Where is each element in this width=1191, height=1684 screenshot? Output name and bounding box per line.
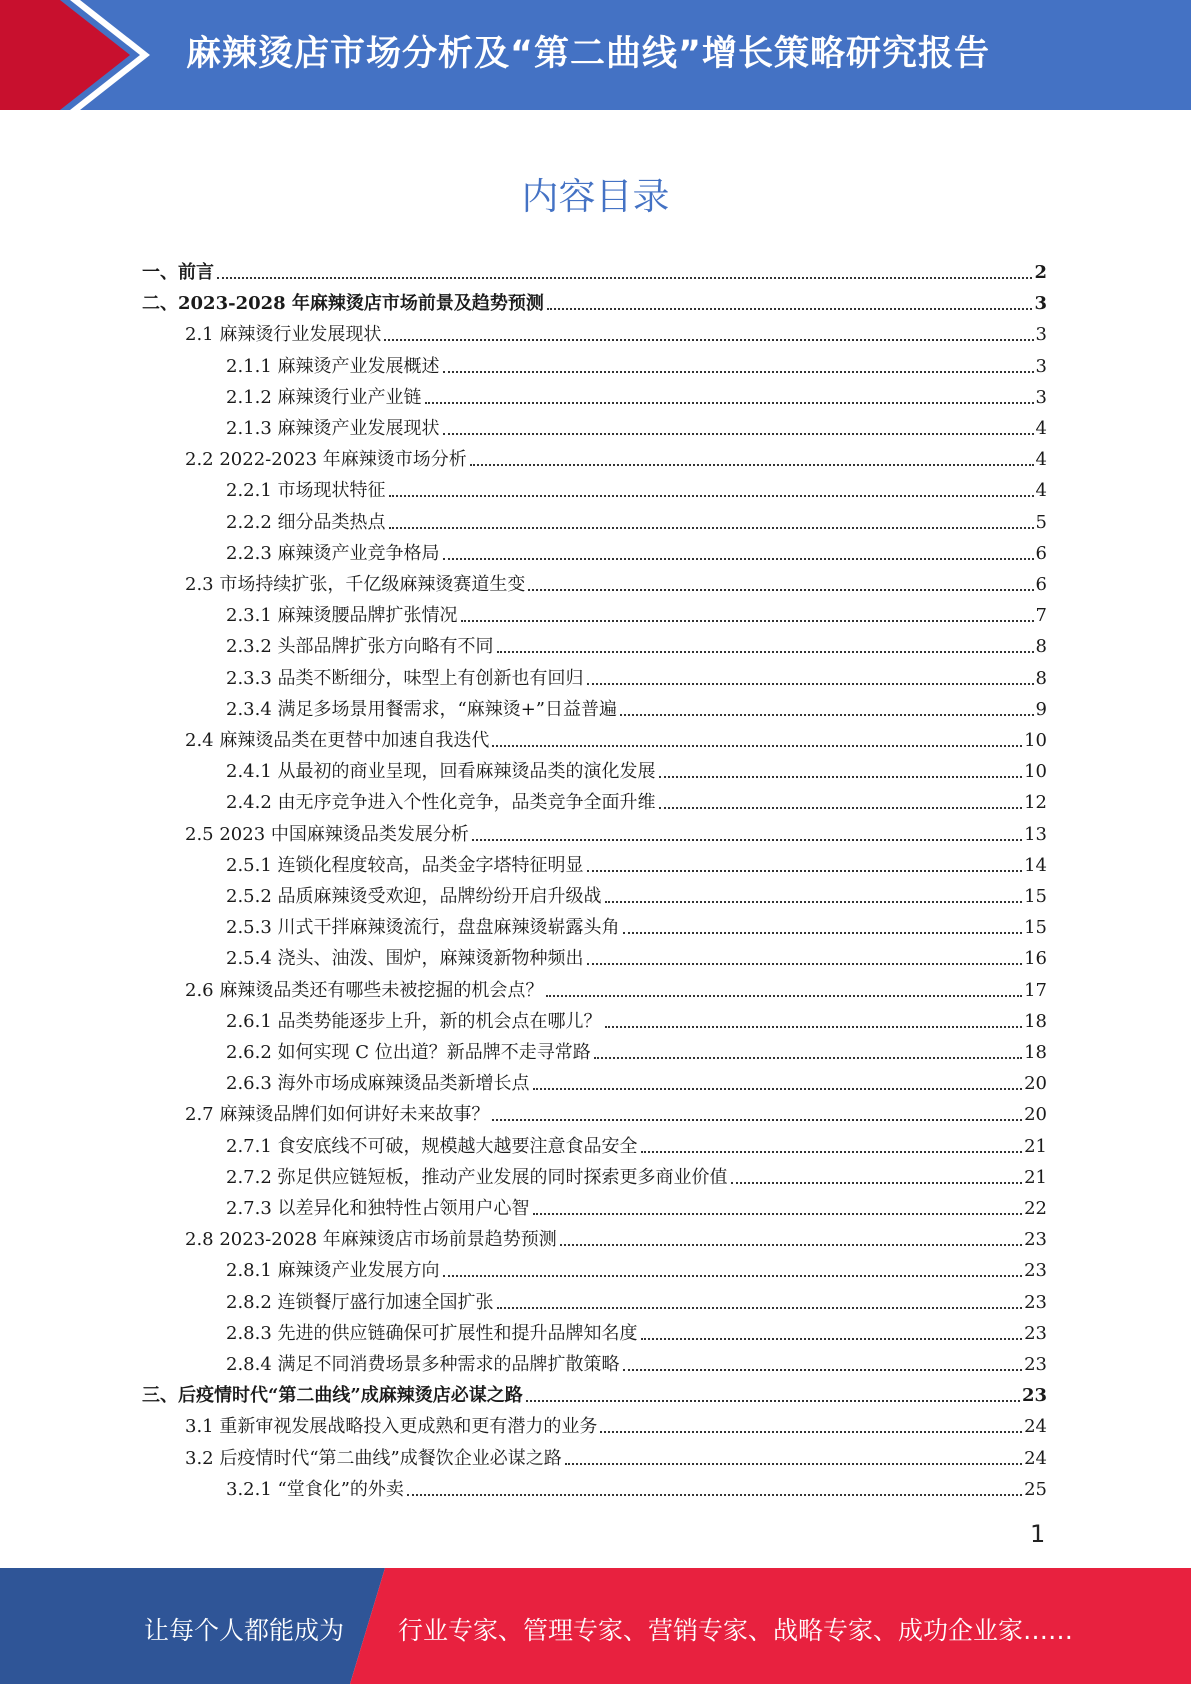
toc-entry-page: 16 — [1024, 948, 1047, 970]
toc-entry[interactable] — [226, 752, 1047, 783]
toc-leader-dots — [528, 589, 1033, 591]
toc-leader-dots — [497, 1307, 1023, 1309]
toc-entry-label: 2.2.3 麻辣烫产业竞争格局 — [226, 542, 440, 564]
toc-entry[interactable] — [142, 284, 1047, 315]
toc-leader-dots — [443, 433, 1034, 435]
toc-leader-dots — [526, 1400, 1020, 1402]
toc-entry-label: 2.3.1 麻辣烫腰品牌扩张情况 — [226, 605, 458, 627]
report-title: 麻辣烫店市场分析及“第二曲线”增长策略研究报告 — [186, 34, 991, 74]
toc-leader-dots — [641, 1338, 1023, 1340]
toc-entry-page: 12 — [1024, 792, 1047, 814]
toc-entry-label: 2.8.4 满足不同消费场景多种需求的品牌扩散策略 — [226, 1354, 620, 1375]
toc-entry[interactable] — [226, 659, 1047, 690]
toc-entry-page: 3 — [1035, 324, 1047, 346]
toc-entry-label: 一、前言 — [142, 262, 214, 283]
toc-entry[interactable] — [185, 1439, 1047, 1470]
toc-entry[interactable] — [226, 409, 1047, 440]
toc-leader-dots — [600, 1431, 1022, 1433]
toc-entry[interactable] — [226, 939, 1047, 970]
toc-entry[interactable] — [226, 534, 1047, 565]
toc-entry[interactable] — [226, 1470, 1047, 1501]
toc-entry-page: 9 — [1035, 698, 1047, 720]
toc-entry-page: 4 — [1035, 480, 1047, 502]
toc-entry-page: 25 — [1024, 1478, 1047, 1500]
toc-entry-label: 2.2.1 市场现状特征 — [226, 480, 386, 502]
toc-leader-dots — [623, 932, 1023, 934]
toc-leader-dots — [605, 1026, 1023, 1028]
toc-entry-page: 8 — [1035, 667, 1047, 689]
toc-entry-page: 17 — [1024, 979, 1047, 1001]
toc-leader-dots — [641, 1151, 1023, 1153]
toc-entry-page: 3 — [1035, 355, 1047, 377]
toc-leader-dots — [594, 1057, 1022, 1059]
toc-entry-label: 2.3.2 头部品牌扩张方向略有不同 — [226, 636, 494, 658]
toc-entry-page: 13 — [1024, 823, 1047, 845]
toc-entry-page: 8 — [1035, 636, 1047, 658]
toc-leader-dots — [623, 1369, 1023, 1371]
toc-entry-page: 4 — [1035, 418, 1047, 439]
toc-leader-dots — [384, 339, 1033, 341]
toc-leader-dots — [443, 1275, 1023, 1277]
toc-entry-page: 23 — [1021, 1385, 1047, 1407]
toc-entry-label: 2.7.1 食安底线不可破，规模越大越要注意食品安全 — [226, 1135, 638, 1157]
toc-entry-label: 2.3.3 品类不断细分，味型上有创新也有回归 — [226, 667, 584, 689]
toc-leader-dots — [470, 464, 1034, 466]
toc-entry-label: 2.7.3 以差异化和独特性占领用户心智 — [226, 1198, 530, 1219]
toc-entry[interactable] — [226, 1127, 1047, 1158]
footer-slogan-left: 让每个人都能成为 — [144, 1616, 345, 1645]
toc-entry[interactable] — [185, 1095, 1047, 1126]
toc-leader-dots — [546, 995, 1022, 997]
toc-entry-label: 三、后疫情时代“第二曲线”成麻辣烫店必谋之路 — [142, 1385, 523, 1407]
toc-entry-label: 2.2.2 细分品类热点 — [226, 511, 386, 533]
toc-entry-label: 2.4 麻辣烫品类在更替中加速自我迭代 — [185, 730, 490, 751]
toc-entry-label: 3.2 后疫情时代“第二曲线”成餐饮企业必谋之路 — [185, 1447, 562, 1469]
toc-leader-dots — [492, 1119, 1022, 1121]
toc-entry[interactable] — [226, 1158, 1047, 1189]
header-red-arrow — [0, 0, 150, 110]
toc-entry[interactable] — [226, 378, 1047, 409]
toc-entry-page: 23 — [1024, 1354, 1047, 1375]
toc-entry-label: 2.3.4 满足多场景用餐需求，“麻辣烫+”日益普遍 — [226, 698, 618, 720]
toc-entry-label: 3.2.1 “堂食化”的外卖 — [226, 1478, 404, 1500]
toc-entry-label: 二、2023-2028 年麻辣烫店市场前景及趋势预测 — [142, 293, 544, 315]
toc-entry-page: 10 — [1024, 761, 1047, 783]
toc-entry[interactable] — [185, 1407, 1047, 1438]
toc-leader-dots — [587, 870, 1023, 872]
toc-entry-label: 2.8.1 麻辣烫产业发展方向 — [226, 1260, 440, 1282]
toc-entry-page: 4 — [1035, 449, 1047, 471]
toc-entry-page: 3 — [1035, 386, 1047, 408]
toc-entry-label: 2.1.3 麻辣烫产业发展现状 — [226, 418, 440, 439]
toc-entry-page: 21 — [1024, 1166, 1047, 1188]
toc-entry-label: 2.8.3 先进的供应链确保可扩展性和提升品牌知名度 — [226, 1322, 638, 1344]
toc-entry-label: 2.8.2 连锁餐厅盛行加速全国扩张 — [226, 1291, 494, 1313]
toc-entry[interactable] — [142, 253, 1047, 284]
toc-leader-dots — [443, 371, 1034, 373]
toc-entry-label: 2.6.1 品类势能逐步上升，新的机会点在哪儿？ — [226, 1010, 602, 1032]
toc-entry-label: 2.4.1 从最初的商业呈现，回看麻辣烫品类的演化发展 — [226, 761, 656, 783]
toc-leader-dots — [461, 620, 1034, 622]
toc-entry-page: 21 — [1024, 1135, 1047, 1157]
toc-entry-label: 2.6.3 海外市场成麻辣烫品类新增长点 — [226, 1073, 530, 1095]
toc-entry-page: 14 — [1024, 854, 1047, 876]
toc-entry[interactable] — [226, 1345, 1047, 1376]
toc-leader-dots — [731, 1182, 1023, 1184]
toc-entry[interactable] — [226, 908, 1047, 939]
toc-entry-page: 15 — [1024, 917, 1047, 939]
toc-entry-page: 23 — [1024, 1291, 1047, 1313]
toc-entry-page: 18 — [1024, 1010, 1047, 1032]
toc-entry-label: 2.6 麻辣烫品类还有哪些未被挖掘的机会点？ — [185, 979, 544, 1001]
toc-entry[interactable] — [226, 503, 1047, 534]
toc-entry-label: 2.6.2 如何实现 C 位出道？新品牌不走寻常路 — [226, 1042, 591, 1063]
toc-entry-label: 2.1.1 麻辣烫产业发展概述 — [226, 355, 440, 377]
toc-entry[interactable] — [226, 877, 1047, 908]
toc-entry[interactable] — [226, 596, 1047, 627]
toc-entry-label: 2.5.2 品质麻辣烫受欢迎，品牌纷纷开启升级战 — [226, 886, 602, 907]
toc-entry[interactable] — [226, 1064, 1047, 1095]
toc-entry-page: 23 — [1024, 1322, 1047, 1344]
toc-leader-dots — [492, 745, 1022, 747]
toc-entry[interactable] — [185, 721, 1047, 752]
toc-entry-label: 2.5.4 浇头、油泼、围炉，麻辣烫新物种频出 — [226, 948, 584, 970]
toc-heading: 内容目录 — [521, 175, 670, 218]
toc-entry-page: 7 — [1035, 605, 1047, 627]
toc-leader-dots — [472, 839, 1022, 841]
toc-entry-page: 5 — [1035, 511, 1047, 533]
toc-entry[interactable] — [226, 471, 1047, 502]
toc-leader-dots — [533, 1088, 1023, 1090]
toc-entry[interactable] — [226, 1314, 1047, 1345]
page-number: 1 — [1030, 1520, 1046, 1548]
toc-entry-page: 20 — [1024, 1073, 1047, 1095]
toc-entry-page: 23 — [1024, 1260, 1047, 1282]
toc-leader-dots — [217, 277, 1032, 279]
toc-leader-dots — [620, 714, 1034, 716]
toc-entry[interactable] — [226, 1033, 1047, 1064]
toc-entry-label: 2.3 市场持续扩张，千亿级麻辣烫赛道生变 — [185, 574, 526, 595]
toc-leader-dots — [407, 1494, 1022, 1496]
toc-entry-page: 10 — [1024, 730, 1047, 751]
toc-entry[interactable] — [185, 1220, 1047, 1251]
toc-entry-label: 2.1.2 麻辣烫行业产业链 — [226, 386, 422, 408]
toc-entry[interactable] — [226, 783, 1047, 814]
toc-entry[interactable] — [226, 690, 1047, 721]
toc-leader-dots — [605, 901, 1023, 903]
toc-entry-label: 2.5 2023 中国麻辣烫品类发展分析 — [185, 823, 469, 845]
toc-entry[interactable] — [185, 440, 1047, 471]
toc-leader-dots — [389, 495, 1034, 497]
toc-entry[interactable] — [226, 846, 1047, 877]
toc-entry-label: 2.5.1 连锁化程度较高，品类金字塔特征明显 — [226, 854, 584, 876]
toc-entry[interactable] — [226, 347, 1047, 378]
toc-entry-page: 24 — [1024, 1447, 1047, 1469]
toc-leader-dots — [497, 651, 1034, 653]
toc-entry[interactable] — [226, 1002, 1047, 1033]
toc-entry-label: 2.8 2023-2028 年麻辣烫店市场前景趋势预测 — [185, 1229, 557, 1251]
toc-entry-page: 3 — [1034, 293, 1047, 315]
toc-entry[interactable] — [185, 315, 1047, 346]
toc-entry-page: 22 — [1024, 1198, 1047, 1219]
toc-entry-page: 6 — [1035, 574, 1047, 595]
toc-entry[interactable] — [226, 1189, 1047, 1220]
toc-leader-dots — [659, 776, 1023, 778]
toc-entry[interactable] — [142, 1376, 1047, 1407]
toc-entry-page: 24 — [1024, 1416, 1047, 1438]
toc-entry-page: 20 — [1024, 1104, 1047, 1126]
toc-entry-page: 2 — [1034, 262, 1047, 283]
footer-slogan-right: 行业专家、管理专家、营销专家、战略专家、成功企业家…… — [398, 1616, 1074, 1645]
toc-leader-dots — [533, 1213, 1023, 1215]
toc-entry-page: 15 — [1024, 886, 1047, 907]
toc-leader-dots — [443, 558, 1034, 560]
toc-leader-dots — [425, 402, 1034, 404]
toc-leader-dots — [565, 1463, 1022, 1465]
toc-entry[interactable] — [185, 815, 1047, 846]
toc-entry-page: 6 — [1035, 542, 1047, 564]
toc-entry-page: 18 — [1024, 1042, 1047, 1063]
toc-entry-label: 2.5.3 川式干拌麻辣烫流行，盘盘麻辣烫崭露头角 — [226, 917, 620, 939]
toc-entry-label: 2.1 麻辣烫行业发展现状 — [185, 324, 382, 346]
toc-leader-dots — [547, 308, 1033, 310]
toc-leader-dots — [659, 807, 1023, 809]
toc-entry-page: 23 — [1024, 1229, 1047, 1251]
toc-leader-dots — [389, 527, 1034, 529]
toc-leader-dots — [587, 683, 1034, 685]
toc-entry-label: 2.4.2 由无序竞争进入个性化竞争，品类竞争全面升维 — [226, 792, 656, 814]
header-banner — [0, 0, 1191, 110]
toc-entry[interactable] — [226, 627, 1047, 658]
toc-entry[interactable] — [185, 565, 1047, 596]
toc-entry-label: 2.2 2022-2023 年麻辣烫市场分析 — [185, 449, 467, 471]
toc-entry-label: 2.7.2 弥足供应链短板，推动产业发展的同时探索更多商业价值 — [226, 1166, 728, 1188]
toc-entry[interactable] — [185, 971, 1047, 1002]
toc-entry[interactable] — [226, 1283, 1047, 1314]
toc-entry-label: 3.1 重新审视发展战略投入更成熟和更有潜力的业务 — [185, 1416, 598, 1438]
toc-entry[interactable] — [226, 1251, 1047, 1282]
toc-entry-label: 2.7 麻辣烫品牌们如何讲好未来故事？ — [185, 1104, 490, 1126]
toc-leader-dots — [587, 963, 1023, 965]
toc-leader-dots — [560, 1244, 1022, 1246]
